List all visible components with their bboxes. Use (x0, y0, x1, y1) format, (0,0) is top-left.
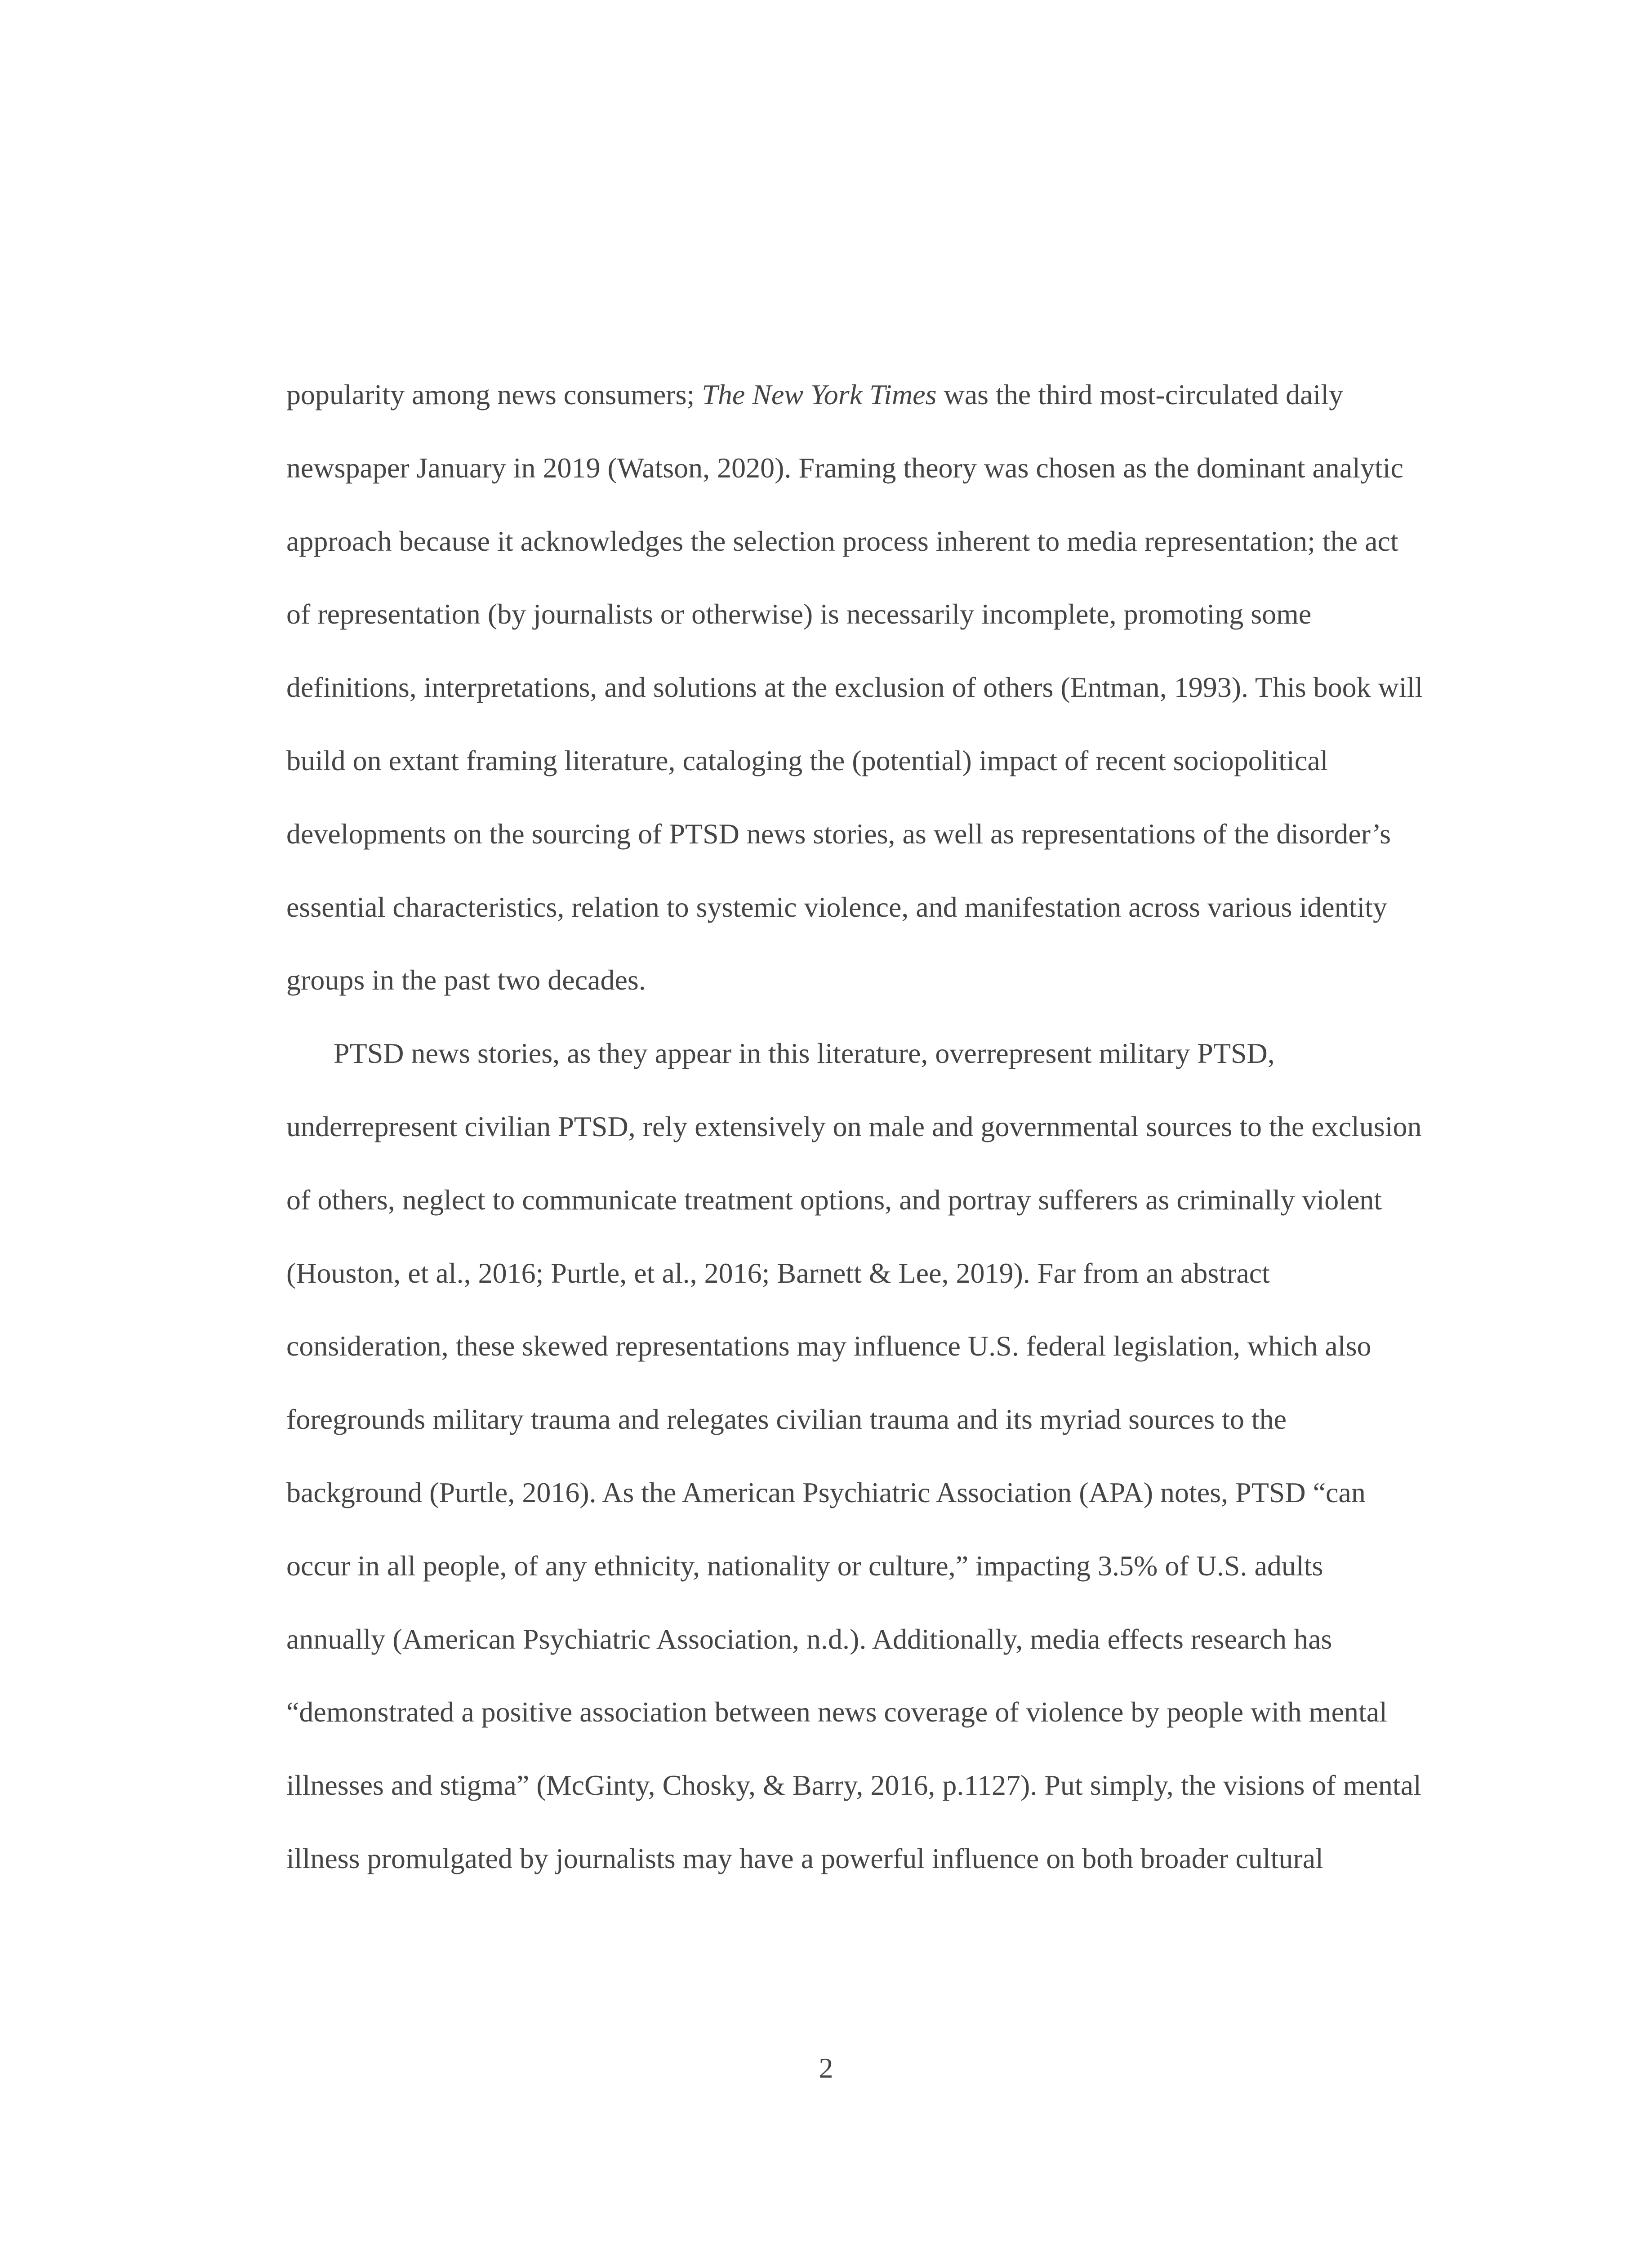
paragraph-1 (286, 358, 1428, 1017)
body-text (286, 358, 1428, 1896)
paragraph-1-lead: popularity among news consumers; (286, 379, 702, 410)
paragraph-1-rest: was the third most-circulated daily newspaper January in 2019 (Watson, 2020). Framing theory was chosen as the dominant analytic approach because it acknowledges the selection process inherent to media representation; the act of representation (by journalists or otherwise) is necessarily incomplete, promoting some definitions, interpretations, and solutions at the exclusion of others (Entman, 1993). This book will build on extant framing literature, cataloging the (potential) impact of recent sociopolitical developments on the sourcing of PTSD news stories, as well as representations of the disorder’s essential characteristics, relation to systemic violence, and manifestation across various identity groups in the past two decades. (286, 379, 1423, 996)
paragraph-2: PTSD news stories, as they appear in this literature, overrepresent military PTSD, underrepresent civilian PTSD, rely extensively on male and governmental sources to the exclusion of others, neglect to communicate treatment options, and portray sufferers as criminally violent (Houston, et al., 2016; Purtle, et al., 2016; Barnett & Lee, 2019). Far from an abstract consideration, these skewed representations may influence U.S. federal legislation, which also foregrounds military trauma and relegates civilian trauma and its myriad sources to the background (Purtle, 2016). As the American Psychiatric Association (APA) notes, PTSD “can occur in all people, of any ethnicity, nationality or culture,” impacting 3.5% of U.S. adults annually (American Psychiatric Association, n.d.). Additionally, media effects research has “demonstrated a positive association between news coverage of violence by people with mental illnesses and stigma” (McGinty, Chosky, & Barry, 2016, p.1127). Put simply, the visions of mental illness promulgated by journalists may have a powerful influence on both broader cultural (286, 1037, 1422, 1874)
page-number: 2 (819, 2052, 833, 2084)
newspaper-title: The New York Times (702, 379, 937, 410)
